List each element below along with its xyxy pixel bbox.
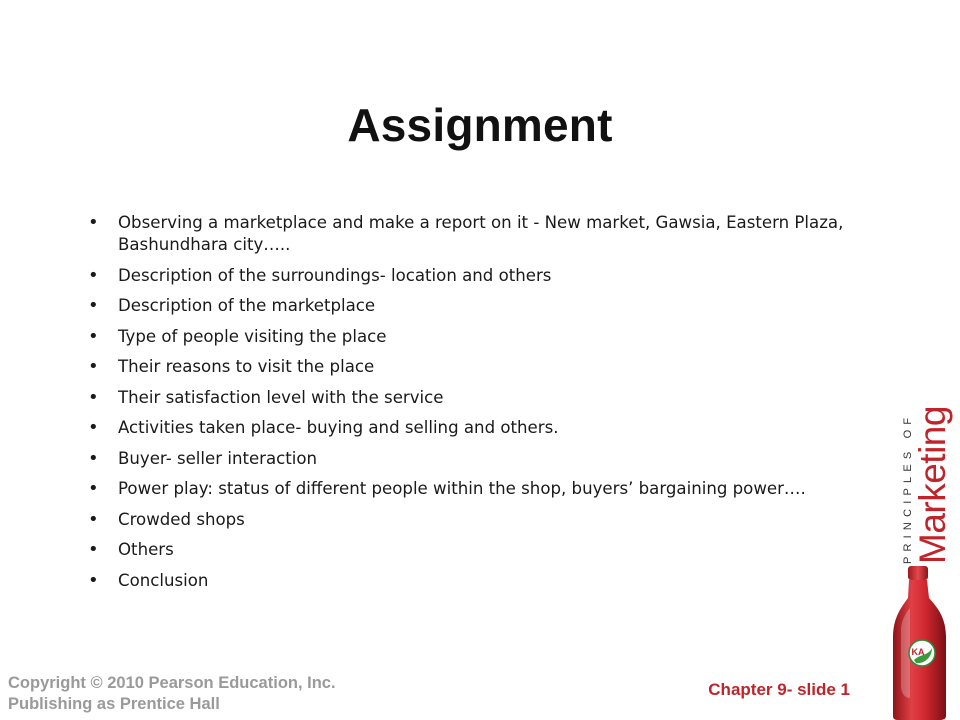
bullet-item: • Observing a marketplace and make a report on it - New market, Gawsia, Eastern Plaza, Bashundhara city….. <box>88 212 888 256</box>
bullet-item: • Activities taken place- buying and selling and others. <box>88 417 888 439</box>
bullet-item: • Type of people visiting the place <box>88 326 888 348</box>
bullet-item: • Others <box>88 539 888 561</box>
brand-small-caps: PRINCIPLES OF <box>902 412 914 564</box>
juice-bottle-image <box>892 398 952 720</box>
bullet-item: • Their satisfaction level with the service <box>88 387 888 409</box>
bullet-item: • Crowded shops <box>88 509 888 531</box>
bullet-item: • Their reasons to visit the place <box>88 356 888 378</box>
bullet-item: • Description of the surroundings- location and others <box>88 265 888 287</box>
publisher-line: Publishing as Prentice Hall <box>8 695 220 713</box>
slide-title: Assignment <box>347 99 613 151</box>
bullet-item: • Conclusion <box>88 570 888 592</box>
chapter-slide-label: Chapter 9- slide 1 <box>708 680 850 699</box>
bottle-label: KA <box>911 647 925 657</box>
bullet-item: • Power play: status of different people within the shop, buyers’ bargaining power…. <box>88 478 888 500</box>
bullet-item: • Description of the marketplace <box>88 295 888 317</box>
bullet-item: • Buyer- seller interaction <box>88 448 888 470</box>
copyright-line: Copyright © 2010 Pearson Education, Inc. <box>8 674 336 692</box>
copyright-footer <box>8 673 336 715</box>
bullet-list <box>88 212 888 600</box>
brand-word: Marketing <box>912 406 953 564</box>
